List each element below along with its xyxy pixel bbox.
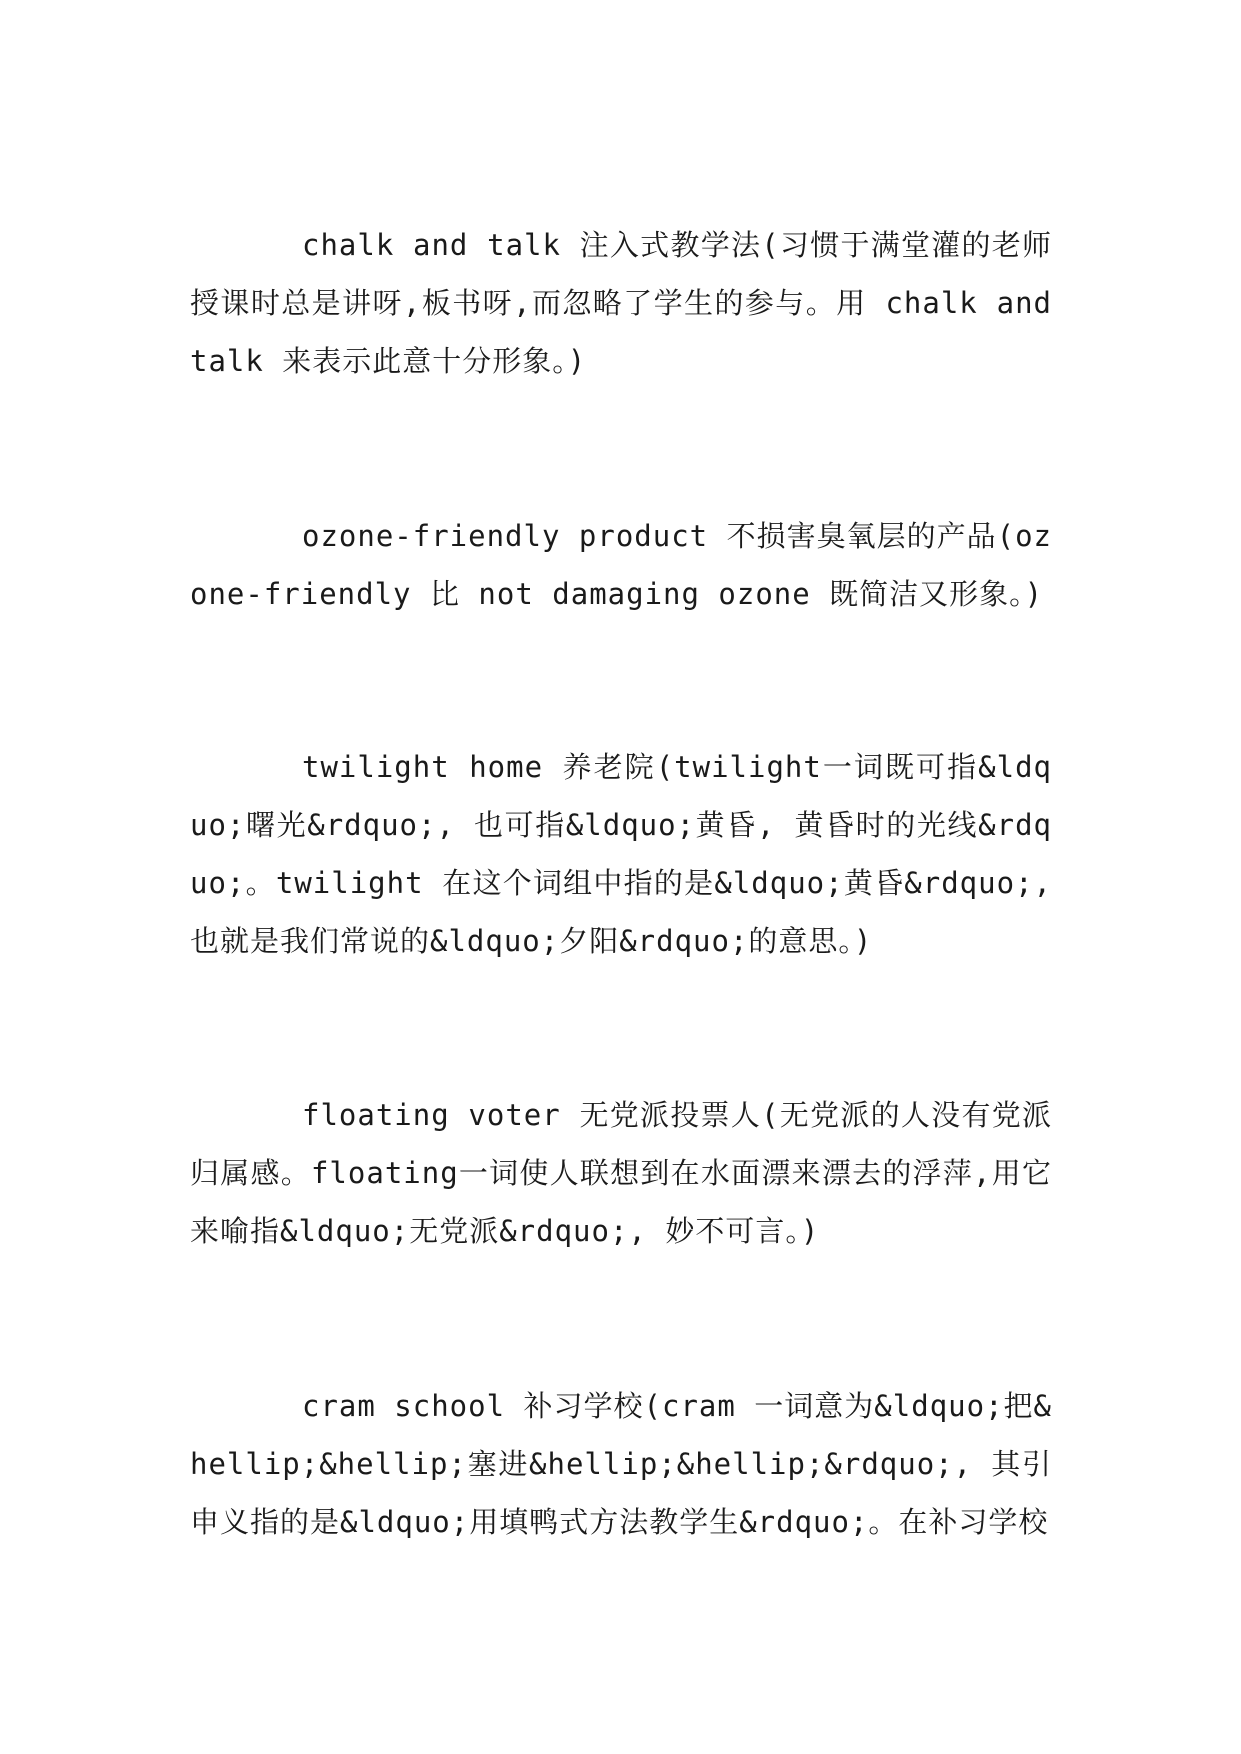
- paragraph-cram-school: cram school 补习学校(cram 一词意为&ldquo;把&hellip;&hellip;塞进&hellip;&hellip;&rdquo;, 其引申义指的是&ldquo;用填鸭式方法教学生&rdquo;。在补习学校: [190, 1389, 1052, 1539]
- paragraph-floating-voter: floating voter 无党派投票人(无党派的人没有党派归属感。floating一词使人联想到在水面漂来漂去的浮萍,用它来喻指&ldquo;无党派&rdquo;, 妙不可言。): [190, 1098, 1052, 1248]
- paragraph-ozone-friendly-product: ozone-friendly product 不损害臭氧层的产品(ozone-friendly 比 not damaging ozone 既简洁又形象。): [190, 519, 1052, 611]
- paragraph-chalk-and-talk: chalk and talk 注入式教学法(习惯于满堂灌的老师授课时总是讲呀,板书呀,而忽略了学生的参与。用 chalk and talk 来表示此意十分形象。): [190, 228, 1052, 378]
- paragraph-twilight-home: twilight home 养老院(twilight一词既可指&ldquo;曙光&rdquo;, 也可指&ldquo;黄昏, 黄昏时的光线&rdquo;。twilight 在这个词组中指的是&ldquo;黄昏&rdquo;,也就是我们常说的&ldquo;夕阳&rdquo;的意思。): [190, 750, 1052, 958]
